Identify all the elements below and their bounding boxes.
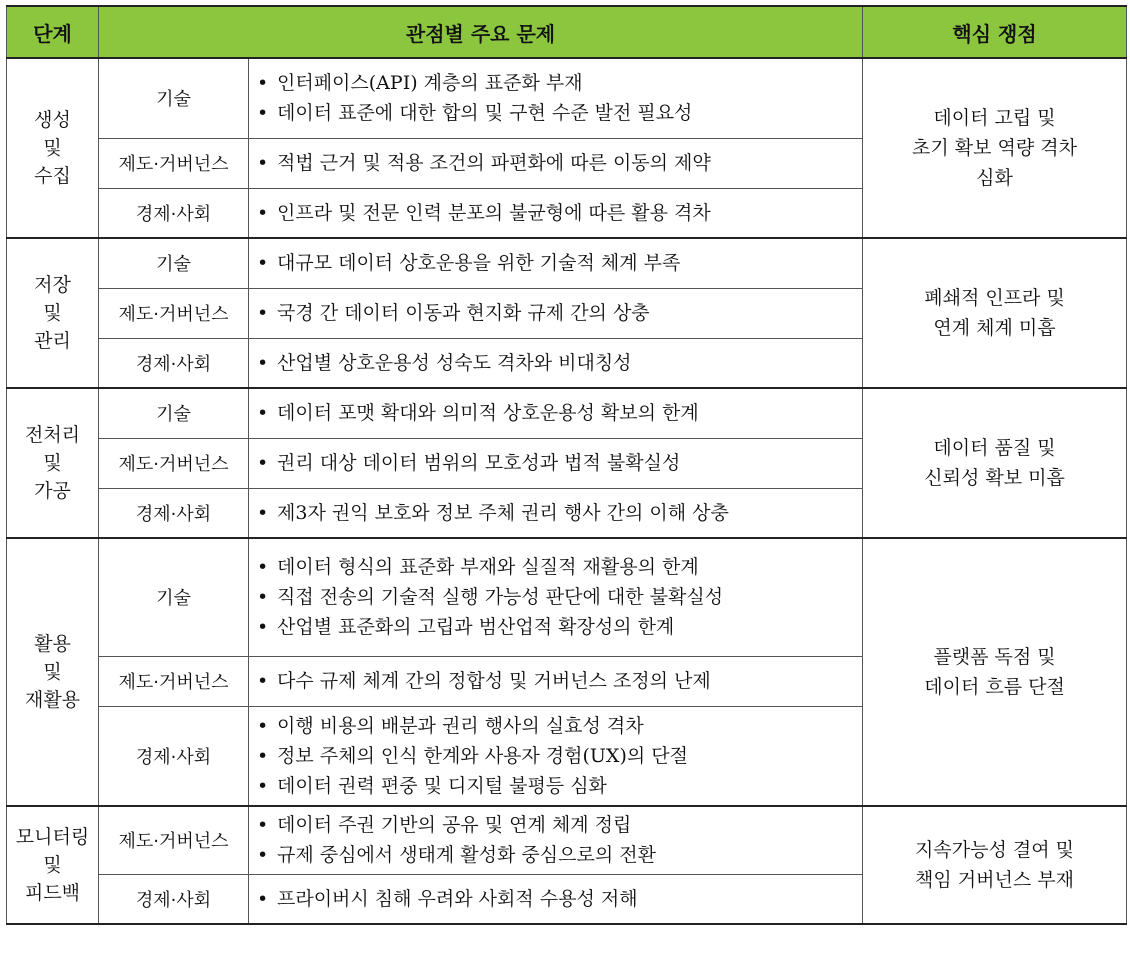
- stage-label: 수집: [34, 165, 71, 187]
- issues-cell: [249, 338, 863, 388]
- table-row: [7, 538, 1127, 656]
- issue-list: [257, 810, 862, 870]
- issue-item: • 데이터 주권 기반의 공유 및 연계 체계 정립: [257, 810, 862, 840]
- issue-list: [257, 884, 862, 914]
- stage-label: 및: [43, 661, 62, 683]
- key-issue-cell: [863, 58, 1127, 238]
- key-issue-cell: [863, 238, 1127, 388]
- stage-cell: [7, 58, 99, 238]
- issue-list: [257, 348, 862, 378]
- issues-cell: [249, 388, 863, 438]
- perspective-cell: 제도·거버넌스: [99, 656, 249, 706]
- issues-cell: [249, 656, 863, 706]
- stage-label: 가공: [34, 480, 71, 502]
- issue-item: • 산업별 상호운용성 성숙도 격차와 비대칭성: [257, 348, 862, 378]
- header-row: [7, 6, 1127, 58]
- perspective-cell: 제도·거버넌스: [99, 438, 249, 488]
- stage-label: 활용: [34, 633, 71, 655]
- table-body: [7, 58, 1127, 924]
- stage-label: 전처리: [24, 424, 81, 446]
- stage-label: 저장: [34, 274, 71, 296]
- issue-list: [257, 68, 862, 128]
- key-issue-label: 연계 체계 미흡: [933, 317, 1056, 339]
- issue-item: • 다수 규제 체계 간의 정합성 및 거버넌스 조정의 난제: [257, 666, 862, 696]
- key-issue-cell: [863, 806, 1127, 924]
- issue-list: [257, 666, 862, 696]
- issue-item: • 인프라 및 전문 인력 분포의 불균형에 따른 활용 격차: [257, 198, 862, 228]
- issues-cell: [249, 58, 863, 138]
- issue-item: • 국경 간 데이터 이동과 현지화 규제 간의 상충: [257, 298, 862, 328]
- issue-list: [257, 198, 862, 228]
- stage-label: 및: [43, 452, 62, 474]
- perspective-cell: 제도·거버넌스: [99, 806, 249, 874]
- key-issue-label: 책임 거버넌스 부재: [915, 869, 1074, 891]
- issues-cell: [249, 488, 863, 538]
- key-issue-label: 폐쇄적 인프라 및: [924, 287, 1065, 309]
- perspective-cell: 기술: [99, 538, 249, 656]
- header-key-issue: 핵심 쟁점: [863, 6, 1127, 58]
- key-issue-cell: [863, 388, 1127, 538]
- issues-cell: [249, 538, 863, 656]
- issue-item: • 데이터 형식의 표준화 부재와 실질적 재활용의 한계: [257, 552, 862, 582]
- table-row: [7, 238, 1127, 288]
- issue-list: [257, 552, 862, 642]
- issues-cell: [249, 138, 863, 188]
- issues-cell: [249, 288, 863, 338]
- stage-cell: [7, 238, 99, 388]
- perspective-cell: 기술: [99, 58, 249, 138]
- issue-list: [257, 498, 862, 528]
- perspective-cell: 경제·사회: [99, 188, 249, 238]
- issue-list: [257, 448, 862, 478]
- stage-label: 및: [43, 854, 62, 876]
- table-row: [7, 58, 1127, 138]
- issue-item: • 대규모 데이터 상호운용을 위한 기술적 체계 부족: [257, 248, 862, 278]
- stage-cell: [7, 806, 99, 924]
- issue-item: • 데이터 표준에 대한 합의 및 구현 수준 발전 필요성: [257, 98, 862, 128]
- stage-label: 모니터링: [15, 826, 90, 848]
- issue-list: [257, 148, 862, 178]
- stage-cell: [7, 538, 99, 806]
- issue-item: • 이행 비용의 배분과 권리 행사의 실효성 격차: [257, 711, 862, 741]
- issue-item: • 제3자 권익 보호와 정보 주체 권리 행사 간의 이해 상충: [257, 498, 862, 528]
- issues-cell: [249, 874, 863, 924]
- issue-list: [257, 398, 862, 428]
- issues-cell: [249, 438, 863, 488]
- perspective-cell: 제도·거버넌스: [99, 288, 249, 338]
- perspective-cell: 기술: [99, 238, 249, 288]
- issue-item: • 직접 전송의 기술적 실행 가능성 판단에 대한 불확실성: [257, 582, 862, 612]
- key-issue-label: 신뢰성 확보 미흡: [924, 467, 1065, 489]
- stage-label: 생성: [34, 109, 71, 131]
- issue-item: • 인터페이스(API) 계층의 표준화 부재: [257, 68, 862, 98]
- key-issue-label: 초기 확보 역량 격차: [912, 137, 1077, 159]
- key-issue-label: 심화: [976, 167, 1013, 189]
- issues-cell: [249, 188, 863, 238]
- issue-item: • 권리 대상 데이터 범위의 모호성과 법적 불확실성: [257, 448, 862, 478]
- issues-table: [6, 5, 1127, 925]
- key-issue-cell: [863, 538, 1127, 806]
- issue-item: • 산업별 표준화의 고립과 범산업적 확장성의 한계: [257, 612, 862, 642]
- table-row: [7, 388, 1127, 438]
- key-issue-label: 데이터 고립 및: [933, 107, 1056, 129]
- issue-item: • 프라이버시 침해 우려와 사회적 수용성 저해: [257, 884, 862, 914]
- key-issue-label: 플랫폼 독점 및: [933, 646, 1056, 668]
- stage-label: 재활용: [24, 689, 81, 711]
- stage-cell: [7, 388, 99, 538]
- issues-cell: [249, 706, 863, 806]
- issue-list: [257, 248, 862, 278]
- perspective-cell: 경제·사회: [99, 706, 249, 806]
- perspective-cell: 경제·사회: [99, 488, 249, 538]
- issue-list: [257, 711, 862, 801]
- header-issues: 관점별 주요 문제: [99, 6, 863, 58]
- issue-item: • 정보 주체의 인식 한계와 사용자 경험(UX)의 단절: [257, 741, 862, 771]
- perspective-cell: 경제·사회: [99, 338, 249, 388]
- issue-item: • 데이터 포맷 확대와 의미적 상호운용성 확보의 한계: [257, 398, 862, 428]
- stage-label: 및: [43, 302, 62, 324]
- perspective-cell: 제도·거버넌스: [99, 138, 249, 188]
- key-issue-label: 지속가능성 결여 및: [915, 839, 1074, 861]
- perspective-cell: 기술: [99, 388, 249, 438]
- key-issue-label: 데이터 흐름 단절: [924, 676, 1065, 698]
- issue-item: • 데이터 권력 편중 및 디지털 불평등 심화: [257, 771, 862, 801]
- issue-item: • 적법 근거 및 적용 조건의 파편화에 따른 이동의 제약: [257, 148, 862, 178]
- issue-list: [257, 298, 862, 328]
- issues-cell: [249, 238, 863, 288]
- stage-label: 및: [43, 137, 62, 159]
- issue-item: • 규제 중심에서 생태계 활성화 중심으로의 전환: [257, 840, 862, 870]
- table-row: [7, 806, 1127, 874]
- header-stage: 단계: [7, 6, 99, 58]
- stage-label: 관리: [34, 330, 71, 352]
- perspective-cell: 경제·사회: [99, 874, 249, 924]
- issues-cell: [249, 806, 863, 874]
- key-issue-label: 데이터 품질 및: [933, 437, 1056, 459]
- stage-label: 피드백: [24, 882, 81, 904]
